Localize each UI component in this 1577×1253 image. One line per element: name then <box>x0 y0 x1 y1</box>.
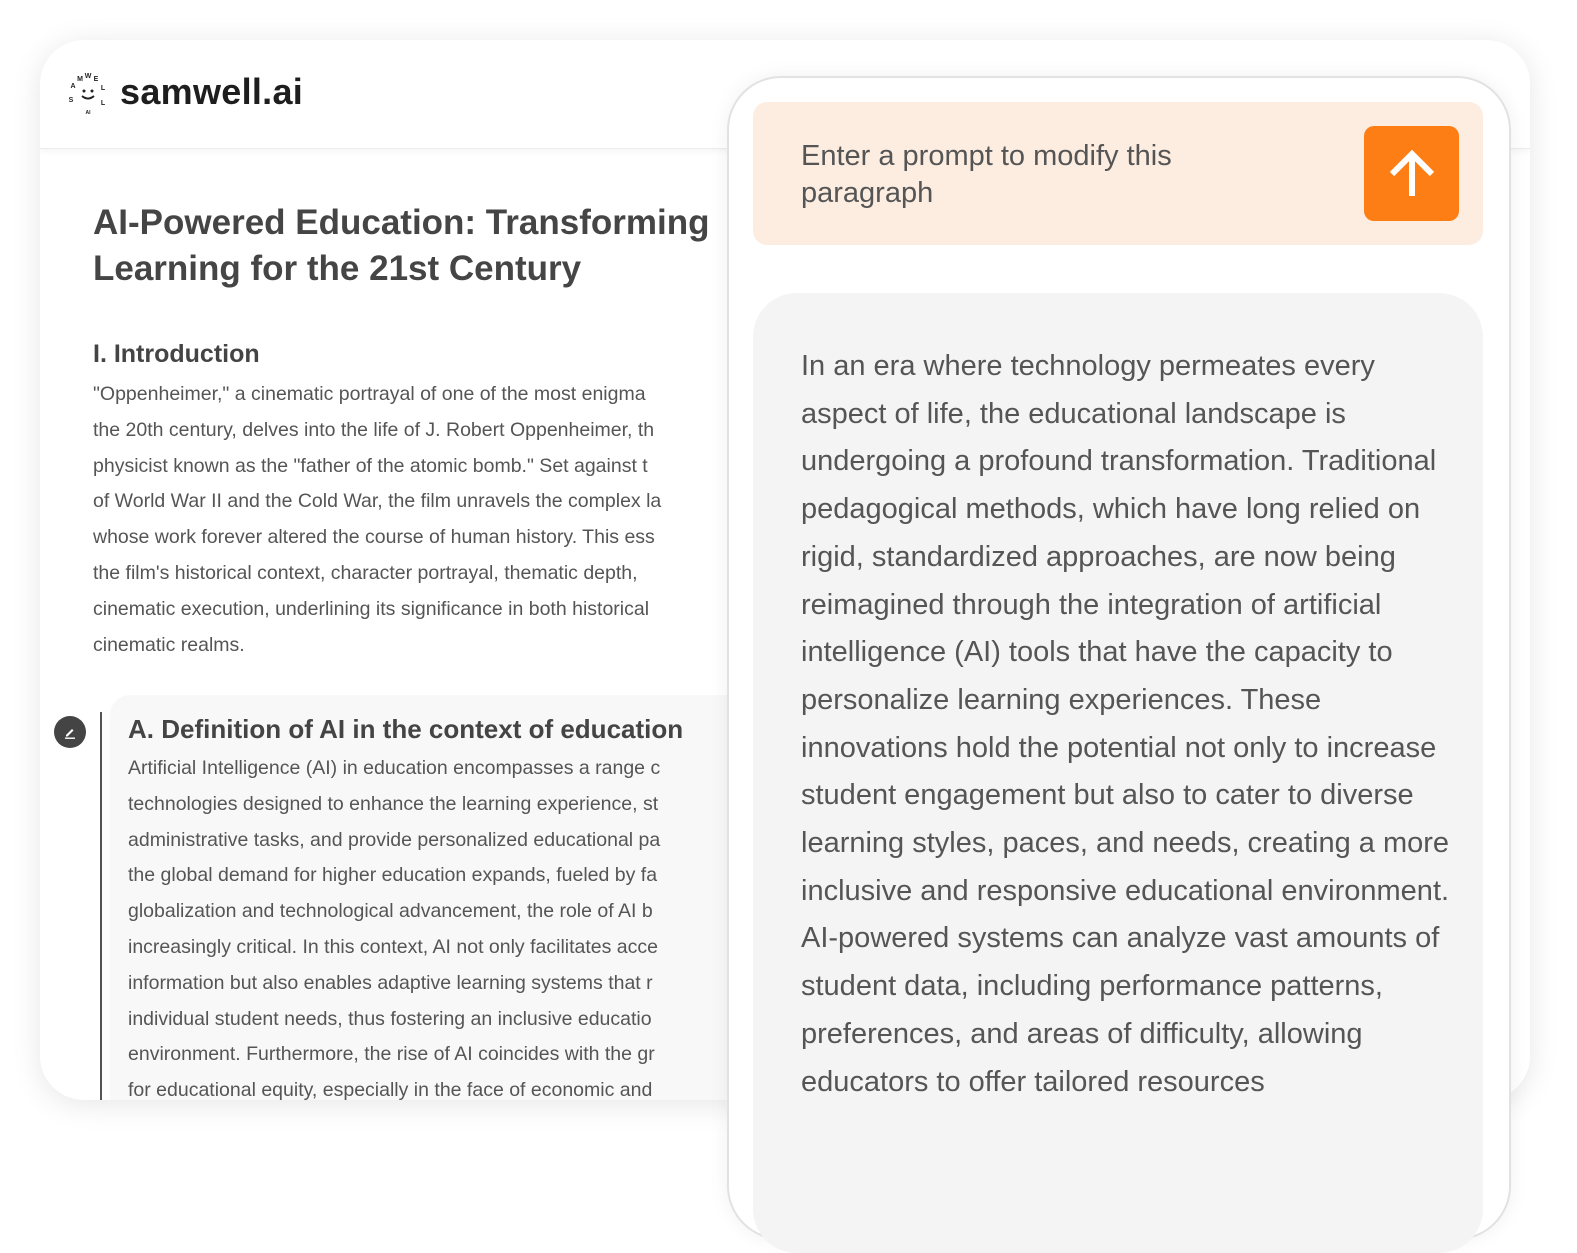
section-heading: A. Definition of AI in the context of education <box>128 714 684 744</box>
arrow-up-icon <box>1384 146 1440 202</box>
text-line: whose work forever altered the course of human history. This ess <box>93 526 655 549</box>
prompt-input[interactable]: Enter a prompt to modify this paragraph <box>801 140 1172 209</box>
text-line: technologies designed to enhance the learning experience, st <box>128 792 659 815</box>
text-line: the film's historical context, character portrayal, thematic depth, <box>93 561 638 584</box>
text-line: for educational equity, especially in the face of economic and <box>128 1079 653 1100</box>
text-line: environment. Furthermore, the rise of AI coincides with the gr <box>128 1043 655 1066</box>
svg-text:L: L <box>100 100 106 107</box>
edit-paragraph-button[interactable] <box>54 716 86 748</box>
text-line: Artificial Intelligence (AI) in education encompasses a range c <box>128 757 661 779</box>
paragraph-text: In an era where technology permeates every aspect of life, the educational landscape is undergoing a profound transformation. Traditional pedagogical methods, which have long relied on rigid, standardized approaches, are now being reimagined through the integration of artificial intelligence (AI) tools that have the capacity to personalize learning experiences. These innovations hold the potential not only to increase student engagement but also to cater to diverse learning styles, paces, and needs, creating a more inclusive and responsive educational environment. AI-powered systems can analyze vast amounts of student data, including performance patterns, preferences, and areas of difficulty, allowing educators to offer tailored resources <box>801 350 1450 1098</box>
text-line: increasingly critical. In this context, AI not only facilitates acce <box>128 935 658 958</box>
title-line: Learning for the 21st Century <box>93 249 582 288</box>
document-title <box>93 200 793 292</box>
text-line: individual student needs, thus fostering an inclusive educatio <box>128 1007 652 1030</box>
text-line: "Oppenheimer," a cinematic portrayal of one of the most enigma <box>93 383 646 405</box>
intro-paragraph[interactable] <box>93 377 793 663</box>
svg-text:AI: AI <box>85 110 91 116</box>
text-line: administrative tasks, and provide personalized educational pa <box>128 828 661 851</box>
svg-text:A: A <box>70 83 76 90</box>
svg-text:S: S <box>68 97 74 104</box>
pencil-icon <box>62 724 78 740</box>
text-line: of World War II and the Cold War, the film unravels the complex la <box>93 490 662 513</box>
selected-section[interactable] <box>110 695 810 1100</box>
document-body <box>93 200 793 663</box>
app-name: samwell.ai <box>120 71 304 112</box>
paragraph-preview <box>753 293 1483 1253</box>
intro-heading: I. Introduction <box>93 340 260 368</box>
ai-edit-panel <box>727 76 1511 1240</box>
samwell-logo-icon <box>64 70 112 118</box>
title-line: AI-Powered Education: Transforming <box>93 203 710 242</box>
text-line: the 20th century, delves into the life of J. Robert Oppenheimer, th <box>93 418 655 441</box>
text-line: cinematic execution, underlining its significance in both historical <box>93 597 650 620</box>
send-prompt-button[interactable] <box>1364 126 1459 221</box>
prompt-box <box>753 102 1483 245</box>
svg-text:L: L <box>100 85 106 92</box>
svg-text:W: W <box>84 73 92 80</box>
svg-text:E: E <box>93 76 99 83</box>
selection-indicator <box>100 712 102 1100</box>
text-line: information but also enables adaptive learning systems that r <box>128 971 653 994</box>
text-line: the global demand for higher education expands, fueled by fa <box>128 864 658 887</box>
text-line: globalization and technological advancement, the role of AI b <box>128 900 653 923</box>
text-line: cinematic realms. <box>93 633 245 656</box>
svg-text:M: M <box>77 76 83 83</box>
text-line: physicist known as the "father of the atomic bomb." Set against t <box>93 454 648 477</box>
